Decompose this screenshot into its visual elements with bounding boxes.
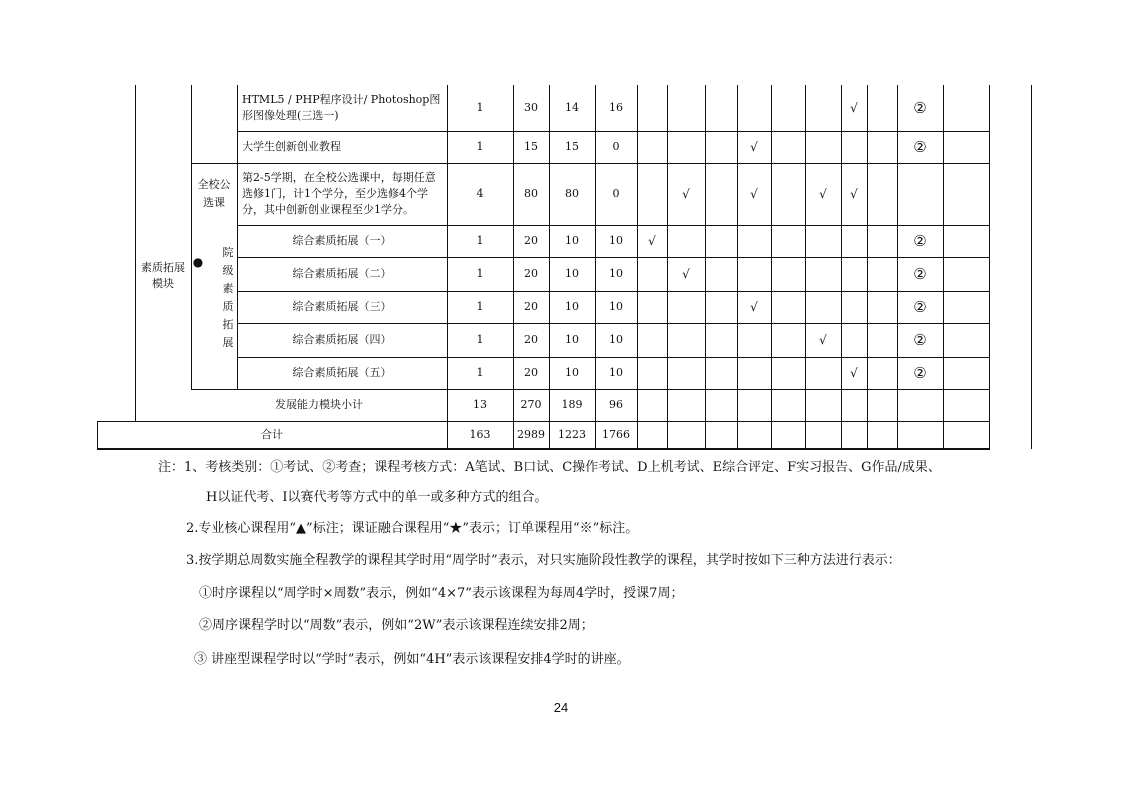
theory-hours-cell: 80 bbox=[565, 187, 579, 200]
subtotal-credits-cell: 13 bbox=[473, 398, 487, 411]
total-hours-cell: 80 bbox=[524, 187, 538, 200]
term-check-mark bbox=[841, 291, 867, 323]
practice-hours-cell: 16 bbox=[609, 101, 623, 114]
grid-vline bbox=[191, 85, 192, 389]
subtotal-theory-cell: 189 bbox=[561, 398, 583, 411]
term-check-mark bbox=[771, 131, 805, 163]
term-check-mark bbox=[841, 131, 867, 163]
term-check-mark: √ bbox=[750, 300, 758, 314]
term-check-mark bbox=[667, 85, 705, 131]
term-check-mark bbox=[705, 85, 737, 131]
theory-hours-cell: 10 bbox=[565, 300, 579, 313]
term-check-mark bbox=[867, 131, 897, 163]
subtotal-label-text: 发展能力模块小计 bbox=[275, 398, 363, 411]
term-check-mark bbox=[705, 163, 737, 225]
term-check-mark bbox=[637, 357, 667, 389]
theory-hours-cell: 14 bbox=[565, 101, 579, 114]
term-check-mark bbox=[867, 323, 897, 357]
note-line-1: 注：1、考核类别：①考试、②考查；课程考核方式：A笔试、B口试、C操作考试、D上机考试、E综合评定、F实习报告、G作品/成果、 bbox=[158, 460, 941, 475]
term-check-mark bbox=[667, 323, 705, 357]
note-line-5: ①时序课程以“周学时×周数”表示，例如“4×7”表示该课程为每周4学时，授课7周； bbox=[199, 586, 684, 601]
theory-hours-cell: 15 bbox=[565, 140, 579, 153]
term-check-mark bbox=[737, 357, 771, 389]
elective-label bbox=[191, 163, 237, 225]
term-check-mark bbox=[637, 131, 667, 163]
term-check-mark bbox=[771, 291, 805, 323]
assessment-type-cell: ② bbox=[913, 265, 927, 283]
subtotal-practice-cell: 96 bbox=[609, 398, 623, 411]
grand-total-credits-cell: 163 bbox=[469, 428, 491, 441]
grid-vline bbox=[943, 85, 944, 449]
course-name-cell: 综合素质拓展（五） bbox=[292, 366, 392, 379]
term-check-mark bbox=[771, 257, 805, 291]
term-check-mark bbox=[805, 85, 841, 131]
theory-hours-cell: 10 bbox=[565, 234, 579, 247]
college-label bbox=[219, 245, 237, 351]
credits-cell: 1 bbox=[476, 366, 484, 379]
theory-hours-cell: 10 bbox=[565, 267, 579, 280]
term-check-mark bbox=[637, 85, 667, 131]
term-check-mark: √ bbox=[850, 101, 858, 115]
credits-cell: 4 bbox=[476, 187, 484, 200]
term-check-mark: √ bbox=[750, 187, 758, 201]
credits-cell: 1 bbox=[476, 300, 484, 313]
grid-vline bbox=[97, 421, 98, 449]
page-number: 24 bbox=[553, 700, 569, 715]
term-check-mark bbox=[705, 291, 737, 323]
term-check-mark bbox=[805, 291, 841, 323]
term-check-mark bbox=[841, 323, 867, 357]
note-line-7: ③ 讲座型课程学时以“学时”表示，例如“4H”表示该课程安排4学时的讲座。 bbox=[194, 652, 630, 667]
assessment-type-cell: ② bbox=[913, 331, 927, 349]
assessment-type-cell: ② bbox=[913, 99, 927, 117]
practice-hours-cell: 0 bbox=[612, 187, 620, 200]
term-check-mark bbox=[705, 323, 737, 357]
practice-hours-cell: 10 bbox=[609, 333, 623, 346]
elective-label-text: 全校公选课 bbox=[197, 178, 231, 209]
college-label-text: 院级素质拓展 bbox=[222, 246, 234, 349]
term-check-mark bbox=[867, 257, 897, 291]
note-line-2: H以证代考、I以赛代考等方式中的单一或多种方式的组合。 bbox=[206, 490, 548, 505]
term-check-mark bbox=[667, 291, 705, 323]
credits-cell: 1 bbox=[476, 234, 484, 247]
term-check-mark bbox=[667, 357, 705, 389]
credits-cell: 1 bbox=[476, 101, 484, 114]
term-check-mark bbox=[737, 323, 771, 357]
grand-total-label bbox=[97, 421, 447, 449]
term-check-mark: √ bbox=[682, 267, 690, 281]
subtotal-label bbox=[191, 389, 447, 421]
grand-total-practice-cell: 1766 bbox=[602, 428, 630, 441]
module-label bbox=[135, 163, 191, 389]
course-name-cell: 综合素质拓展（四） bbox=[292, 333, 392, 346]
term-check-mark bbox=[841, 257, 867, 291]
term-check-mark bbox=[805, 357, 841, 389]
term-check-mark bbox=[771, 357, 805, 389]
credits-cell: 1 bbox=[476, 333, 484, 346]
term-check-mark bbox=[805, 225, 841, 257]
term-check-mark bbox=[867, 163, 897, 225]
module-label-text: 素质拓展模块 bbox=[141, 261, 185, 290]
term-check-mark bbox=[867, 291, 897, 323]
subtotal-total-cell: 270 bbox=[520, 398, 542, 411]
term-check-mark bbox=[737, 225, 771, 257]
term-check-mark bbox=[705, 257, 737, 291]
term-check-mark bbox=[637, 257, 667, 291]
college-bullet bbox=[191, 255, 205, 269]
assessment-type-cell bbox=[897, 163, 943, 225]
total-hours-cell: 20 bbox=[524, 234, 538, 247]
practice-hours-cell: 10 bbox=[609, 300, 623, 313]
assessment-type-cell: ② bbox=[913, 232, 927, 250]
term-check-mark bbox=[637, 163, 667, 225]
note-line-3: 2.专业核心课程用“▲”标注；课证融合课程用“★”表示；订单课程用“※”标注。 bbox=[186, 521, 639, 536]
assessment-type-cell: ② bbox=[913, 138, 927, 156]
course-name-cell: 第2-5学期，在全校公选课中，每期任意选修1门，计1个学分，至少选修4个学分，其中创新创业课程至少1学分。 bbox=[242, 171, 436, 216]
course-table bbox=[97, 85, 1032, 449]
term-check-mark bbox=[667, 131, 705, 163]
term-check-mark bbox=[705, 131, 737, 163]
term-check-mark bbox=[705, 357, 737, 389]
theory-hours-cell: 10 bbox=[565, 333, 579, 346]
term-check-mark: √ bbox=[819, 187, 827, 201]
practice-hours-cell: 0 bbox=[612, 140, 620, 153]
course-name-cell: HTML5 / PHP程序设计/ Photoshop图形图像处理(三选一) bbox=[242, 93, 441, 122]
note-line-6: ②周序课程学时以“周数”表示，例如“2W”表示该课程连续安排2周； bbox=[199, 618, 594, 633]
total-hours-cell: 15 bbox=[524, 140, 538, 153]
total-hours-cell: 20 bbox=[524, 300, 538, 313]
practice-hours-cell: 10 bbox=[609, 366, 623, 379]
note-line-4: 3.按学期总周数实施全程教学的课程其学时用“周学时”表示，对只实施阶段性教学的课程，其学时按如下三种方法进行表示： bbox=[186, 553, 901, 568]
course-name-cell: 综合素质拓展（二） bbox=[292, 267, 392, 280]
term-check-mark: √ bbox=[648, 234, 656, 248]
course-name-cell: 大学生创新创业教程 bbox=[242, 140, 341, 153]
term-check-mark bbox=[705, 225, 737, 257]
grid-vline bbox=[1031, 85, 1032, 449]
grand-total-theory-cell: 1223 bbox=[558, 428, 586, 441]
total-hours-cell: 20 bbox=[524, 366, 538, 379]
total-hours-cell: 20 bbox=[524, 267, 538, 280]
term-check-mark bbox=[867, 225, 897, 257]
grand-total-total-cell: 2989 bbox=[517, 428, 545, 441]
grand-total-label-text: 合计 bbox=[261, 428, 283, 441]
bullet-text: ● bbox=[192, 255, 204, 269]
term-check-mark: √ bbox=[682, 187, 690, 201]
term-check-mark bbox=[841, 225, 867, 257]
term-check-mark bbox=[737, 257, 771, 291]
term-check-mark: √ bbox=[850, 366, 858, 380]
term-check-mark bbox=[771, 225, 805, 257]
term-check-mark bbox=[867, 85, 897, 131]
course-name-cell: 综合素质拓展（一） bbox=[292, 234, 392, 247]
term-check-mark bbox=[771, 323, 805, 357]
grid-vline bbox=[135, 85, 136, 421]
credits-cell: 1 bbox=[476, 140, 484, 153]
term-check-mark bbox=[667, 225, 705, 257]
term-check-mark bbox=[805, 131, 841, 163]
total-hours-cell: 30 bbox=[524, 101, 538, 114]
practice-hours-cell: 10 bbox=[609, 267, 623, 280]
term-check-mark bbox=[867, 357, 897, 389]
term-check-mark bbox=[637, 323, 667, 357]
assessment-type-cell: ② bbox=[913, 364, 927, 382]
term-check-mark bbox=[805, 257, 841, 291]
term-check-mark bbox=[771, 163, 805, 225]
term-check-mark bbox=[771, 85, 805, 131]
credits-cell: 1 bbox=[476, 267, 484, 280]
term-check-mark: √ bbox=[850, 187, 858, 201]
term-check-mark bbox=[737, 85, 771, 131]
term-check-mark: √ bbox=[750, 140, 758, 154]
theory-hours-cell: 10 bbox=[565, 366, 579, 379]
grid-vline bbox=[989, 85, 990, 449]
term-check-mark: √ bbox=[819, 333, 827, 347]
total-hours-cell: 20 bbox=[524, 333, 538, 346]
practice-hours-cell: 10 bbox=[609, 234, 623, 247]
assessment-type-cell: ② bbox=[913, 298, 927, 316]
term-check-mark bbox=[637, 291, 667, 323]
course-name-cell: 综合素质拓展（三） bbox=[292, 300, 392, 313]
